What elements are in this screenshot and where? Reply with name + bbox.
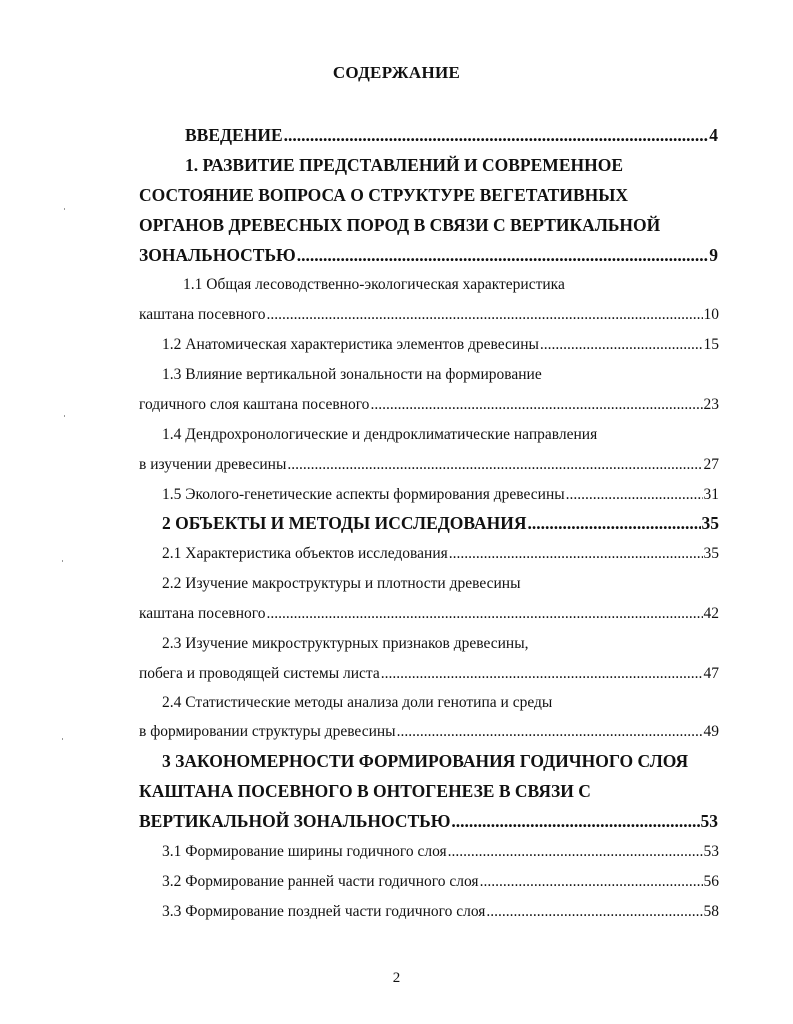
toc-section-2-4-line1: 2.4 Статистические методы анализа доли генотипа и среды — [162, 694, 553, 711]
dot-leader — [480, 869, 703, 895]
toc-page-number: 58 — [703, 903, 719, 920]
dot-leader — [566, 482, 703, 508]
toc-page-number: 10 — [703, 306, 719, 323]
toc-page-number: 53 — [700, 811, 718, 831]
toc-entry-text: 3.3 Формирование поздней части годичного слоя — [162, 903, 486, 920]
toc-chapter1-line3: ОРГАНОВ ДРЕВЕСНЫХ ПОРОД В СВЯЗИ С ВЕРТИКАЛЬНОЙ — [139, 215, 661, 235]
dot-leader — [486, 899, 702, 925]
dot-leader — [381, 661, 703, 687]
toc-entry-2-2 — [139, 601, 719, 627]
dot-leader — [527, 510, 700, 536]
scan-speck — [62, 738, 63, 740]
toc-chapter1-line2: СОСТОЯНИЕ ВОПРОСА О СТРУКТУРЕ ВЕГЕТАТИВНЫХ — [139, 185, 629, 205]
toc-chapter3-line1: 3 ЗАКОНОМЕРНОСТИ ФОРМИРОВАНИЯ ГОДИЧНОГО СЛОЯ — [162, 751, 689, 771]
toc-chapter3-line2: КАШТАНА ПОСЕВНОГО В ОНТОГЕНЕЗЕ В СВЯЗИ С — [139, 781, 591, 801]
scan-speck — [64, 208, 65, 210]
toc-entry-text: 2 ОБЪЕКТЫ И МЕТОДЫ ИССЛЕДОВАНИЯ — [162, 513, 527, 533]
toc-entry-3-2 — [162, 869, 719, 895]
toc-page-number: 35 — [703, 545, 719, 562]
toc-entry-1-5 — [162, 482, 719, 508]
toc-entry-text: ВЕРТИКАЛЬНОЙ ЗОНАЛЬНОСТЬЮ — [139, 811, 451, 831]
dot-leader — [370, 392, 702, 418]
toc-chapter1-line1: 1. РАЗВИТИЕ ПРЕДСТАВЛЕНИЙ И СОВРЕМЕННОЕ — [185, 155, 623, 175]
toc-section-1-3-line1: 1.3 Влияние вертикальной зональности на формирование — [162, 366, 542, 383]
toc-page-number: 42 — [703, 605, 719, 622]
toc-page-number: 9 — [709, 245, 718, 265]
toc-page-number: 15 — [703, 336, 719, 353]
toc-entry-2-3 — [139, 661, 719, 687]
toc-entry-2-4 — [139, 719, 719, 745]
dot-leader — [297, 242, 709, 268]
toc-entry-text: 1.5 Эколого-генетические аспекты формирования древесины — [162, 486, 565, 503]
toc-entry-text: 3.2 Формирование ранней части годичного слоя — [162, 873, 479, 890]
dot-leader — [266, 601, 702, 627]
toc-entry-1-1 — [139, 302, 719, 328]
toc-entry-text: 1.2 Анатомическая характеристика элементов древесины — [162, 336, 539, 353]
toc-entry-text: ЗОНАЛЬНОСТЬЮ — [139, 245, 296, 265]
toc-section-2-3-line1: 2.3 Изучение микроструктурных признаков древесины, — [162, 635, 529, 652]
page-title: СОДЕРЖАНИЕ — [332, 63, 461, 82]
toc-entry-text: ВВЕДЕНИЕ — [185, 125, 283, 145]
toc-page-number: 56 — [703, 873, 719, 890]
dot-leader — [284, 122, 709, 148]
toc-page-number: 47 — [703, 665, 719, 682]
toc-entry-text: годичного слоя каштана посевного — [139, 396, 370, 413]
toc-entry-text: в формировании структуры древесины — [139, 723, 396, 740]
toc-entry-2-1 — [162, 541, 719, 567]
toc-page-number: 49 — [703, 723, 719, 740]
toc-page-number: 4 — [709, 125, 718, 145]
toc-page-number: 35 — [701, 513, 719, 533]
toc-page-number: 53 — [703, 843, 719, 860]
toc-entry-text: 3.1 Формирование ширины годичного слоя — [162, 843, 447, 860]
toc-entry-intro — [185, 122, 718, 148]
page-number: 2 — [392, 970, 401, 986]
dot-leader — [451, 808, 699, 834]
toc-entry-chapter1 — [139, 242, 718, 268]
toc-entry-text: побега и проводящей системы листа — [139, 665, 380, 682]
toc-entry-chapter2 — [162, 510, 719, 536]
toc-page-number: 27 — [703, 456, 719, 473]
toc-page-number: 23 — [703, 396, 719, 413]
toc-section-1-4-line1: 1.4 Дендрохронологические и дендроклиматические направления — [162, 426, 598, 443]
toc-entry-text: в изучении древесины — [139, 456, 287, 473]
scan-speck — [62, 560, 63, 562]
dot-leader — [397, 719, 703, 745]
dot-leader — [449, 541, 703, 567]
toc-entry-text: 2.1 Характеристика объектов исследования — [162, 545, 448, 562]
toc-entry-3-3 — [162, 899, 719, 925]
dot-leader — [287, 452, 702, 478]
toc-entry-3-1 — [162, 839, 719, 865]
scan-speck — [64, 415, 65, 417]
toc-entry-1-2 — [162, 332, 719, 358]
dot-leader — [266, 302, 702, 328]
toc-page-number: 31 — [703, 486, 719, 503]
toc-section-1-1-line1: 1.1 Общая лесоводственно-экологическая характеристика — [183, 276, 565, 293]
dot-leader — [448, 839, 703, 865]
toc-entry-chapter3 — [139, 808, 718, 834]
toc-entry-text: каштана посевного — [139, 605, 266, 622]
toc-entry-1-4 — [139, 452, 719, 478]
dot-leader — [540, 332, 703, 358]
toc-entry-text: каштана посевного — [139, 306, 266, 323]
toc-section-2-2-line1: 2.2 Изучение макроструктуры и плотности древесины — [162, 575, 521, 592]
toc-entry-1-3 — [139, 392, 719, 418]
